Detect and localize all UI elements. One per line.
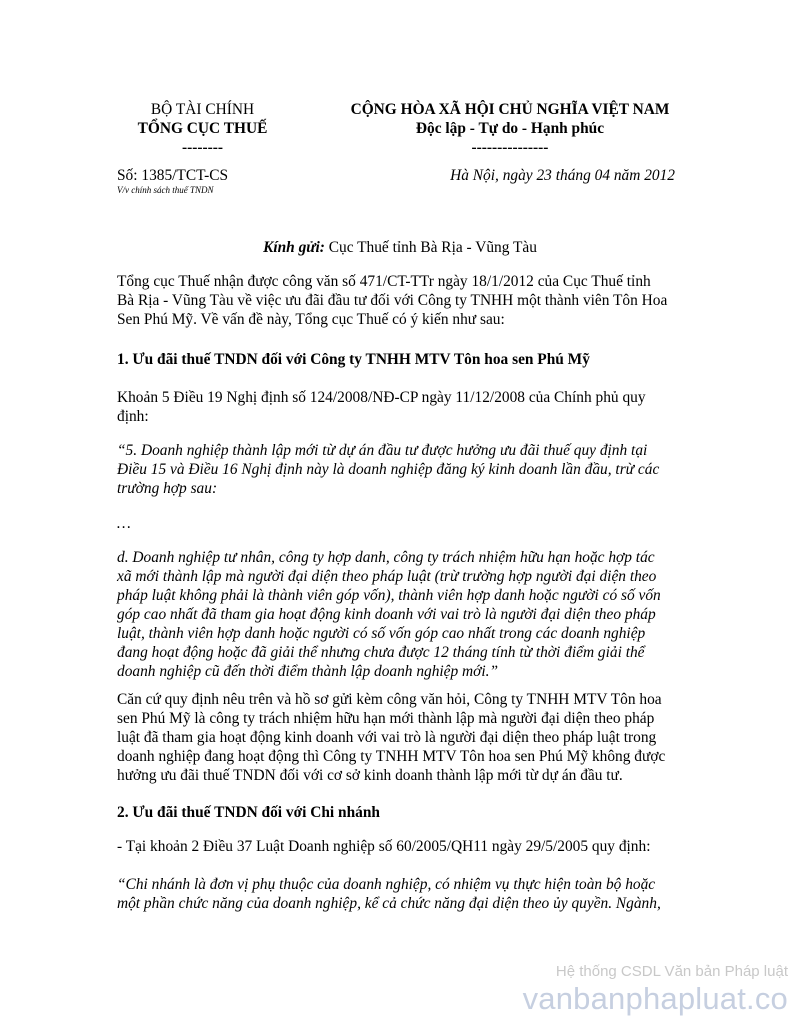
section-heading-2: 2. Ưu đãi thuế TNDN đối với Chi nhánh (117, 804, 380, 821)
salutation (0, 238, 800, 257)
conclusion-paragraph: Căn cứ quy định nêu trên và hồ sơ gửi kèm công văn hỏi, Công ty TNHH MTV Tôn hoa sen Phú Mỹ là công ty trách nhiệm hữu hạn mới thành lập mà người đại diện theo pháp luật đã tham gia hoạt động kinh doanh với vai trò là người đại diện theo pháp luật trong doanh nghiệp đang hoạt động thì Công ty TNHH MTV Tôn hoa sen Phú Mỹ không được hưởng ưu đãi thuế TNDN đối với cơ sở kinh doanh thành lập mới từ dự án đầu tư. (117, 691, 666, 784)
document-number: Số: 1385/TCT-CS (117, 167, 229, 184)
national-heading (320, 100, 700, 157)
legal-reference-paragraph: Khoản 5 Điều 19 Nghị định số 124/2008/NĐ-CP ngày 11/12/2008 của Chính phủ quy định: (117, 389, 646, 425)
issuer-block (120, 100, 285, 157)
issuer-divider: -------- (181, 139, 223, 156)
intro-paragraph: Tổng cục Thuế nhận được công văn số 471/CT-TTr ngày 18/1/2012 của Cục Thuế tỉnh Bà Rịa - Vũng Tàu về việc ưu đãi đầu tư đối với Công ty TNHH một thành viên Tôn Hoa Sen Phú Mỹ. Về vấn đề này, Tổng cục Thuế có ý kiến như sau: (117, 273, 668, 328)
ministry-name: BỘ TÀI CHÍNH (150, 101, 255, 118)
department-name: TỔNG CỤC THUẾ (137, 120, 268, 137)
quote-ellipsis: … (117, 515, 131, 532)
watermark-caption: Hệ thống CSDL Văn bản Pháp luật (555, 963, 788, 980)
place-date: Hà Nội, ngày 23 tháng 04 năm 2012 (450, 167, 675, 184)
law-reference-paragraph: - Tại khoản 2 Điều 37 Luật Doanh nghiệp số 60/2005/QH11 ngày 29/5/2005 quy định: (117, 838, 651, 855)
quoted-branch-definition: “Chi nhánh là đơn vị phụ thuộc của doanh nghiệp, có nhiệm vụ thực hiện toàn bộ hoặc một phần chức năng của doanh nghiệp, kể cả chức năng đại diện theo ủy quyền. Ngành, (117, 876, 661, 912)
watermark-site: vanbanphapluat.co (522, 981, 788, 1016)
document-subject: V/v chính sách thuế TNDN (117, 185, 214, 195)
section-heading-1: 1. Ưu đãi thuế TNDN đối với Công ty TNHH MTV Tôn hoa sen Phú Mỹ (117, 351, 590, 368)
salutation-recipient: Cục Thuế tỉnh Bà Rịa - Vũng Tàu (324, 239, 537, 256)
motto: Độc lập - Tự do - Hạnh phúc (415, 120, 605, 137)
salutation-label: Kính gửi: (263, 239, 325, 256)
quoted-clause-d: d. Doanh nghiệp tư nhân, công ty hợp danh, công ty trách nhiệm hữu hạn hoặc hợp tác xã mới thành lập mà người đại diện theo pháp luật (trừ trường hợp người đại diện theo pháp luật không phải là thành viên góp vốn), thành viên hợp danh hoặc người có số vốn góp cao nhất đã tham gia hoạt động kinh doanh với vai trò là người đại diện theo pháp luật, thành viên hợp danh hoặc người có số vốn góp cao nhất trong các doanh nghiệp đang hoạt động hoặc đã giải thể nhưng chưa được 12 tháng tính từ thời điểm giải thể doanh nghiệp cũ đến thời điểm thành lập doanh nghiệp mới.” (117, 549, 661, 680)
quoted-clause-5: “5. Doanh nghiệp thành lập mới từ dự án đầu tư được hưởng ưu đãi thuế quy định tại Điều 15 và Điều 16 Nghị định này là doanh nghiệp đăng ký kinh doanh lần đầu, trừ các trường hợp sau: (117, 442, 660, 497)
motto-divider: --------------- (471, 139, 549, 156)
watermark (523, 963, 788, 1017)
nation-title: CỘNG HÒA XÃ HỘI CHỦ NGHĨA VIỆT NAM (350, 101, 670, 118)
